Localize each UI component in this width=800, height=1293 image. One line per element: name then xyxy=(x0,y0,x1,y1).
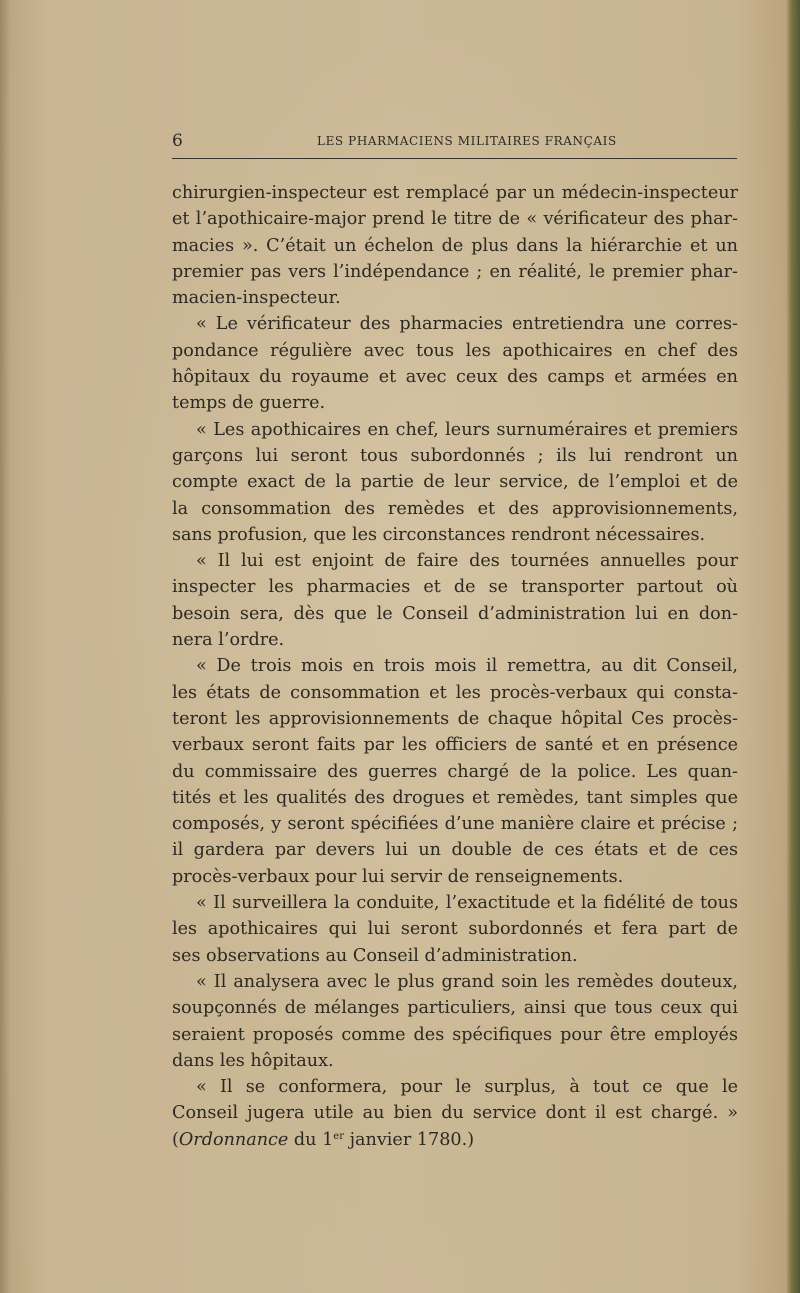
text-line: pondance régulière avec tous les apothicaires en chef des xyxy=(172,340,738,361)
text-line: besoin sera, dès que le Conseil d’administration lui en don- xyxy=(172,603,738,624)
text-line: « Le vérificateur des pharmacies entretiendra une corres- xyxy=(196,314,738,335)
text-line: « Il analysera avec le plus grand soin les remèdes douteux, xyxy=(196,971,738,992)
text-line: les états de consommation et les procès-verbaux qui consta- xyxy=(172,682,738,703)
citation-date: janvier 1780.) xyxy=(344,1129,475,1150)
text-line: hôpitaux du royaume et avec ceux des camps et armées en xyxy=(172,367,738,388)
text-line: sans profusion, que les circonstances rendront nécessaires. xyxy=(172,524,706,545)
page-edge-right xyxy=(786,0,800,1293)
text-line: la consommation des remèdes et des approvisionnements, xyxy=(172,498,738,519)
page-shadow-left xyxy=(0,0,10,1293)
text-line: du commissaire des guerres chargé de la police. Les quan- xyxy=(172,761,738,782)
text-line: il gardera par devers lui un double de ces états et de ces xyxy=(172,840,738,861)
text-line: temps de guerre. xyxy=(172,393,326,414)
text-line: tités et les qualités des drogues et remèdes, tant simples que xyxy=(172,787,738,808)
text-line: garçons lui seront tous subordonnés ; ils lui rendront un xyxy=(172,445,738,466)
citation-title: Ordonnance xyxy=(178,1129,289,1150)
page-header xyxy=(172,131,738,155)
text-line: composés, y seront spécifiées d’une manière claire et précise ; xyxy=(172,814,738,835)
text-line: macien-inspecteur. xyxy=(172,288,341,309)
text-line: premier pas vers l’indépendance ; en réalité, le premier phar- xyxy=(172,261,738,282)
text-line: et l’apothicaire-major prend le titre de « vérificateur des phar- xyxy=(172,209,738,230)
citation-text: du 1 xyxy=(288,1129,334,1150)
text-line: procès-verbaux pour lui servir de renseignements. xyxy=(172,866,624,887)
text-line: macies ». C’était un échelon de plus dans la hiérarchie et un xyxy=(172,235,738,256)
text-line: verbaux seront faits par les officiers de santé et en présence xyxy=(172,735,738,756)
text-line: « Il lui est enjoint de faire des tournées annuelles pour xyxy=(196,551,738,572)
text-line: chirurgien-inspecteur est remplacé par un médecin-inspecteur xyxy=(172,183,738,203)
text-line: seraient proposés comme des spécifiques pour être employés xyxy=(172,1024,738,1045)
citation-superscript: er xyxy=(333,1130,344,1142)
text-line: « Les apothicaires en chef, leurs surnuméraires et premiers xyxy=(196,419,738,440)
text-line: Conseil jugera utile au bien du service dont il est chargé. » xyxy=(172,1103,738,1124)
text-line: dans les hôpitaux. xyxy=(172,1050,334,1071)
citation-open-paren: ( xyxy=(172,1129,179,1150)
text-line: les apothicaires qui lui seront subordonnés et fera part de xyxy=(172,919,738,940)
header-rule xyxy=(172,158,737,159)
text-line: compte exact de la partie de leur service, de l’emploi et de xyxy=(172,472,738,493)
page-number: 6 xyxy=(172,131,183,151)
text-line: « De trois mois en trois mois il remettra, au dit Conseil, xyxy=(196,656,738,677)
citation-line xyxy=(172,1127,738,1153)
text-line: « Il se conformera, pour le surplus, à tout ce que le xyxy=(196,1077,738,1098)
text-line: teront les approvisionnements de chaque hôpital Ces procès- xyxy=(172,708,738,729)
text-line: « Il surveillera la conduite, l’exactitude et la fidélité de tous xyxy=(196,893,738,914)
body-text xyxy=(172,180,738,1153)
text-line: soupçonnés de mélanges particuliers, ainsi que tous ceux qui xyxy=(172,998,738,1019)
text-line: ses observations au Conseil d’administration. xyxy=(172,945,578,966)
running-head: LES PHARMACIENS MILITAIRES FRANÇAIS xyxy=(317,134,617,148)
text-line: nera l’ordre. xyxy=(172,630,285,651)
text-line: inspecter les pharmacies et de se transporter partout où xyxy=(172,577,738,598)
